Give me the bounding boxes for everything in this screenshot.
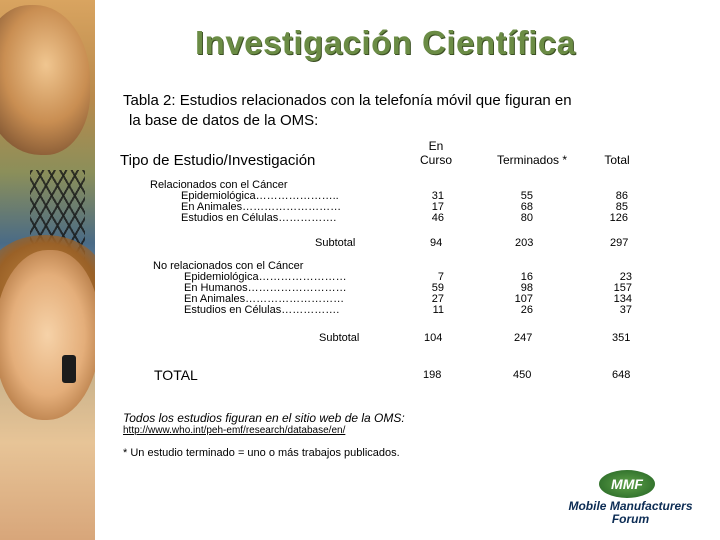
cell: 11 xyxy=(432,304,444,316)
mmf-badge: MMF xyxy=(599,470,655,498)
cell: 86 xyxy=(615,190,628,202)
row-label: Estudios en Células……………. xyxy=(184,304,340,316)
cell: 157 xyxy=(613,282,632,294)
subtotal-label-group1: Subtotal xyxy=(315,237,356,249)
cell: 46 xyxy=(431,212,444,224)
total-en-curso: 198 xyxy=(423,369,442,381)
col-en-curso-group2 xyxy=(414,272,444,316)
col-terminados-group1 xyxy=(503,191,533,224)
who-database-link[interactable]: http://www.who.int/peh-emf/research/database/en/ xyxy=(123,425,346,436)
total-total: 648 xyxy=(612,369,631,381)
col-header-en-curso xyxy=(410,139,462,167)
logo-line-1: Mobile Manufacturers xyxy=(568,499,693,513)
total-label: TOTAL xyxy=(154,367,198,383)
subtotal-label-group2: Subtotal xyxy=(319,332,360,344)
mobile-phone-icon xyxy=(62,355,76,383)
cell: 59 xyxy=(431,282,444,294)
group-not-related-cancer xyxy=(153,261,347,316)
subtotal-total-group2: 351 xyxy=(612,332,631,344)
woman-on-phone-photo xyxy=(0,250,95,420)
cell: 37 xyxy=(619,304,632,316)
cell: 68 xyxy=(520,201,533,213)
col-total-group1 xyxy=(598,191,628,224)
subtotal-terminados-group1: 203 xyxy=(515,237,534,249)
cell: 107 xyxy=(514,293,533,305)
page-title: Investigación Científica xyxy=(195,24,576,61)
table-caption xyxy=(123,91,663,131)
row-label: En Animales……………………… xyxy=(184,293,345,305)
footnote-definition: * Un estudio terminado = uno o más trabajos publicados. xyxy=(123,447,400,459)
col-header-en-curso-line2: Curso xyxy=(419,153,452,167)
row-label: En Animales……………………… xyxy=(181,201,342,213)
caption-line-1: Tabla 2: Estudios relacionados con la telefonía móvil que figuran en xyxy=(123,92,572,109)
group-label: No relacionados con el Cáncer xyxy=(153,260,304,272)
footnote-source: Todos los estudios figuran en el sitio web de la OMS: xyxy=(123,411,405,425)
col-header-total: Total xyxy=(604,153,630,167)
cell: 31 xyxy=(431,190,444,202)
col-header-terminados: Terminados * xyxy=(496,153,568,167)
caption-line-2: la base de datos de la OMS: xyxy=(129,112,319,129)
cell: 16 xyxy=(520,271,533,283)
study-type-header: Tipo de Estudio/Investigación xyxy=(120,152,316,169)
cell: 55 xyxy=(520,190,533,202)
row-label: Epidemiológica…………………… xyxy=(184,271,347,283)
cell: 7 xyxy=(437,271,444,283)
cell: 85 xyxy=(615,201,628,213)
subtotal-total-group1: 297 xyxy=(610,237,629,249)
mmf-logo xyxy=(553,470,708,530)
col-terminados-group2 xyxy=(503,272,533,316)
logo-line-2: Forum xyxy=(611,512,650,526)
group-related-cancer xyxy=(150,180,341,224)
col-total-group2 xyxy=(602,272,632,316)
cell: 26 xyxy=(520,304,533,316)
subtotal-en-curso-group1: 94 xyxy=(430,237,443,249)
row-label: Estudios en Células……………. xyxy=(181,212,337,224)
cell: 98 xyxy=(520,282,533,294)
photo-collage xyxy=(0,0,95,540)
cell: 27 xyxy=(431,293,444,305)
man-on-phone-photo xyxy=(0,5,90,155)
row-label: Epidemiológica………………….. xyxy=(181,190,339,202)
subtotal-en-curso-group2: 104 xyxy=(424,332,443,344)
col-header-en-curso-line1: En xyxy=(428,139,444,153)
group-label: Relacionados con el Cáncer xyxy=(150,179,288,191)
row-label: En Humanos……………………… xyxy=(184,282,347,294)
cell: 80 xyxy=(520,212,533,224)
subtotal-terminados-group2: 247 xyxy=(514,332,533,344)
total-terminados: 450 xyxy=(513,369,532,381)
cell: 23 xyxy=(619,271,632,283)
col-en-curso-group1 xyxy=(414,191,444,224)
cell: 126 xyxy=(609,212,628,224)
cell: 17 xyxy=(431,201,444,213)
cell: 134 xyxy=(613,293,632,305)
